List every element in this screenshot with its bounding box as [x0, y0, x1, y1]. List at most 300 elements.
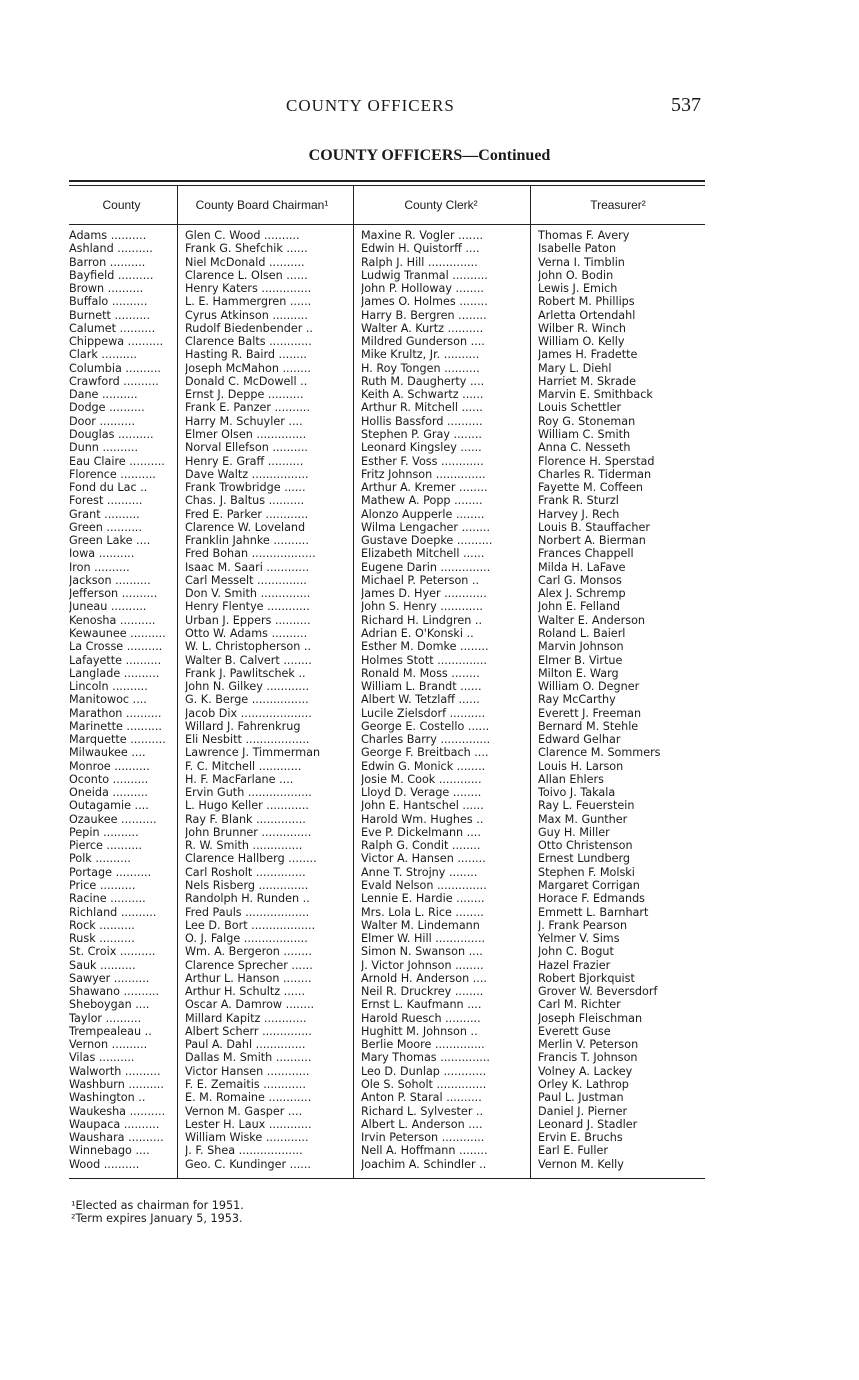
chairman-cell: G. K. Berge ................ [185, 693, 309, 707]
clerk-cell: Ronald M. Moss ........ [361, 666, 480, 680]
table-title-wrap [0, 145, 859, 165]
treasurer-cell: Toivo J. Takala [538, 786, 616, 800]
chairman-cell: Frank G. Shefchik ...... [185, 242, 308, 256]
table-row [69, 959, 705, 972]
county-cell: Eau Claire .......... [69, 454, 165, 468]
county-cell: Sawyer .......... [69, 971, 150, 985]
treasurer-cell: Bernard M. Stehle [538, 719, 639, 733]
treasurer-cell: Alex J. Schremp [538, 587, 626, 601]
table-row [69, 760, 705, 773]
chairman-cell: Urban J. Eppers .......... [185, 613, 311, 627]
treasurer-cell: Leonard J. Stadler [538, 1117, 638, 1131]
chairman-cell: Millard Kapitz ............ [185, 1011, 307, 1025]
clerk-cell: Edwin G. Monick ........ [361, 759, 486, 773]
county-cell: Rock .......... [69, 918, 135, 932]
chairman-cell: Henry Flentye ............ [185, 600, 310, 614]
county-cell: Ozaukee .......... [69, 812, 157, 826]
county-cell: Fond du Lac .. [69, 481, 148, 495]
treasurer-cell: Paul L. Justman [538, 1091, 624, 1105]
chairman-cell: F. C. Mitchell ............ [185, 759, 302, 773]
clerk-cell: Hollis Bassford .......... [361, 414, 483, 428]
table-row [69, 441, 705, 454]
table-row [69, 826, 705, 839]
clerk-cell: Arthur A. Kremer ........ [361, 481, 488, 495]
table-row [69, 799, 705, 812]
table-row [69, 680, 705, 693]
chairman-cell: Clarence Hallberg ........ [185, 852, 317, 866]
clerk-cell: Ruth M. Daugherty .... [361, 374, 485, 388]
county-cell: Langlade .......... [69, 666, 160, 680]
clerk-cell: Albert L. Anderson .... [361, 1117, 483, 1131]
treasurer-cell: John C. Bogut [538, 945, 614, 959]
treasurer-cell: Margaret Corrigan [538, 879, 640, 893]
county-cell: Waupaca .......... [69, 1117, 160, 1131]
county-cell: Shawano .......... [69, 985, 160, 999]
chairman-cell: Nels Risberg .............. [185, 879, 309, 893]
chairman-cell: John N. Gilkey ............ [185, 680, 310, 694]
table-row [69, 654, 705, 667]
top-rule-thin [69, 185, 705, 186]
chairman-cell: Randolph H. Runden .. [185, 892, 310, 906]
chairman-cell: Hasting R. Baird ........ [185, 348, 307, 362]
county-cell: Walworth .......... [69, 1064, 161, 1078]
chairman-cell: John Brunner .............. [185, 825, 312, 839]
clerk-cell: Harold Wm. Hughes .. [361, 812, 484, 826]
county-cell: Waushara .......... [69, 1131, 164, 1145]
table-row [69, 627, 705, 640]
table-row [69, 1051, 705, 1064]
table-row [69, 892, 705, 905]
table-row [69, 508, 705, 521]
chairman-cell: Clarence L. Olsen ...... [185, 268, 308, 282]
treasurer-cell: William C. Smith [538, 427, 631, 441]
clerk-cell: Harold Ruesch .......... [361, 1011, 481, 1025]
county-cell: Polk .......... [69, 852, 131, 866]
county-cell: Kenosha .......... [69, 613, 156, 627]
treasurer-cell: Ervin E. Bruchs [538, 1131, 623, 1145]
table-row [69, 932, 705, 945]
county-cell: Clark .......... [69, 348, 137, 362]
chairman-cell: Norval Ellefson .......... [185, 441, 308, 455]
chairman-cell: Joseph McMahon ........ [185, 361, 311, 375]
county-cell: Trempealeau .. [69, 1024, 152, 1038]
county-cell: Green .......... [69, 520, 142, 534]
clerk-cell: George E. Costello ...... [361, 719, 490, 733]
county-cell: Door .......... [69, 414, 136, 428]
chairman-cell: Elmer Olsen .............. [185, 427, 307, 441]
chairman-cell: Ernst J. Deppe .......... [185, 388, 304, 402]
county-cell: Jefferson .......... [69, 587, 158, 601]
table-row [69, 733, 705, 746]
chairman-cell: Chas. J. Baltus .......... [185, 494, 305, 508]
clerk-cell: Lloyd D. Verage ........ [361, 786, 482, 800]
table-row [69, 269, 705, 282]
clerk-cell: Anton P. Staral .......... [361, 1091, 482, 1105]
table-row [69, 707, 705, 720]
chairman-cell: Don V. Smith .............. [185, 587, 311, 601]
chairman-cell: Franklin Jahnke .......... [185, 534, 309, 548]
treasurer-cell: Robert M. Phillips [538, 295, 635, 309]
chairman-cell: Clarence W. Loveland [185, 520, 306, 534]
clerk-cell: Nell A. Hoffmann ........ [361, 1144, 488, 1158]
table-row [69, 600, 705, 613]
clerk-cell: Simon N. Swanson .... [361, 945, 483, 959]
table-row [69, 242, 705, 255]
treasurer-cell: Vernon M. Kelly [538, 1157, 624, 1171]
county-cell: Marathon .......... [69, 706, 162, 720]
header-rule [69, 224, 705, 225]
chairman-cell: Rudolf Biedenbender .. [185, 321, 313, 335]
clerk-cell: Elmer W. Hill .............. [361, 932, 486, 946]
clerk-cell: Maxine R. Vogler ....... [361, 229, 484, 242]
table-row [69, 561, 705, 574]
chairman-cell: Fred E. Parker ............ [185, 507, 309, 521]
county-cell: Manitowoc .... [69, 693, 147, 707]
table-row [69, 468, 705, 481]
clerk-cell: Alonzo Aupperle ........ [361, 507, 485, 521]
chairman-cell: J. F. Shea .................. [185, 1144, 303, 1158]
county-cell: Dodge .......... [69, 401, 145, 415]
table-row [69, 998, 705, 1011]
footnote-1: ¹Elected as chairman for 1951. [71, 1199, 244, 1212]
table-row [69, 494, 705, 507]
county-cell: Douglas .......... [69, 427, 154, 441]
table-title: COUNTY OFFICERS—Continued [308, 147, 551, 164]
county-cell: Juneau .......... [69, 600, 147, 614]
clerk-cell: Walter M. Lindemann [361, 918, 480, 932]
treasurer-cell: William O. Degner [538, 680, 640, 694]
chairman-cell: Fred Bohan .................. [185, 547, 316, 561]
clerk-cell: J. Victor Johnson ........ [361, 958, 484, 972]
treasurer-cell: Charles R. Tiderman [538, 467, 652, 481]
chairman-cell: F. E. Zemaitis ............ [185, 1078, 306, 1091]
clerk-cell: Ludwig Tranmal .......... [361, 268, 488, 282]
page-number: 537 [671, 94, 701, 116]
chairman-cell: Paul A. Dahl .............. [185, 1038, 306, 1052]
table-row [69, 879, 705, 892]
table-row [69, 614, 705, 627]
chairman-cell: Dave Waltz ................ [185, 467, 309, 481]
treasurer-cell: Verna I. Timblin [538, 255, 625, 269]
treasurer-cell: Norbert A. Bierman [538, 534, 646, 548]
table-row [69, 945, 705, 958]
chairman-cell: H. F. MacFarlane .... [185, 772, 294, 786]
treasurer-cell: Volney A. Lackey [538, 1064, 633, 1078]
chairman-cell: Wm. A. Bergeron ........ [185, 945, 312, 959]
table-row [69, 534, 705, 547]
table-row [69, 640, 705, 653]
county-cell: Burnett .......... [69, 308, 151, 322]
clerk-cell: Edwin H. Quistorff .... [361, 242, 480, 256]
clerk-cell: Adrian E. O'Konski .. [361, 626, 474, 640]
clerk-cell: Harry B. Bergren ........ [361, 308, 487, 322]
bottom-rule [69, 1178, 705, 1179]
county-cell: Monroe .......... [69, 759, 150, 773]
county-cell: Forest .......... [69, 494, 143, 508]
chairman-cell: Henry E. Graff .......... [185, 454, 304, 468]
table-row [69, 322, 705, 335]
county-cell: Washburn .......... [69, 1078, 164, 1091]
chairman-cell: E. M. Romaine ............ [185, 1091, 312, 1105]
county-cell: Calumet .......... [69, 321, 156, 335]
table-row [69, 919, 705, 932]
county-cell: Wood .......... [69, 1157, 140, 1171]
county-cell: Green Lake .... [69, 534, 151, 548]
table-row [69, 1158, 705, 1171]
table-row [69, 295, 705, 308]
clerk-cell: Albert W. Tetzlaff ...... [361, 693, 480, 707]
table-row [69, 362, 705, 375]
county-cell: Milwaukee .... [69, 746, 146, 760]
table-row [69, 1105, 705, 1118]
clerk-cell: Irvin Peterson ............ [361, 1131, 485, 1145]
table-row [69, 521, 705, 534]
clerk-cell: Fritz Johnson .............. [361, 467, 486, 481]
treasurer-cell: Ray L. Feuerstein [538, 799, 635, 813]
treasurer-cell: Louis Schettler [538, 401, 622, 415]
table-row [69, 587, 705, 600]
treasurer-cell: Emmett L. Barnhart [538, 905, 649, 919]
treasurer-cell: Carl M. Richter [538, 998, 621, 1012]
chairman-cell: Cyrus Atkinson .......... [185, 308, 308, 322]
column-header-county: County [102, 198, 141, 212]
chairman-cell: W. L. Christopherson .. [185, 640, 312, 654]
treasurer-cell: Louis B. Stauffacher [538, 520, 650, 534]
county-cell: Waukesha .......... [69, 1104, 166, 1118]
chairman-cell: Ervin Guth .................. [185, 786, 312, 800]
clerk-cell: Evald Nelson .............. [361, 879, 487, 893]
chairman-cell: Fred Pauls .................. [185, 905, 310, 919]
treasurer-cell: Edward Gelhar [538, 733, 621, 747]
chairman-cell: Walter B. Calvert ........ [185, 653, 312, 667]
table-row [69, 415, 705, 428]
county-cell: Bayfield .......... [69, 268, 154, 282]
table-row [69, 256, 705, 269]
treasurer-cell: Ray McCarthy [538, 693, 616, 707]
treasurer-cell: Max M. Gunther [538, 812, 628, 826]
chairman-cell: Jacob Dix .................... [185, 706, 312, 720]
treasurer-cell: Fayette M. Coffeen [538, 481, 643, 495]
treasurer-cell: Isabelle Paton [538, 242, 617, 256]
chairman-cell: Carl Rosholt .............. [185, 865, 306, 879]
chairman-cell: Frank J. Pawlitschek .. [185, 666, 306, 680]
county-cell: Pierce .......... [69, 839, 142, 853]
clerk-cell: Ralph G. Condit ........ [361, 839, 481, 853]
clerk-cell: Mildred Gunderson .... [361, 335, 485, 349]
table-row [69, 1012, 705, 1025]
clerk-cell: Esther F. Voss ............ [361, 454, 484, 468]
table-row [69, 1025, 705, 1038]
clerk-cell: Eve P. Dickelmann .... [361, 825, 481, 839]
county-cell: Washington .. [69, 1091, 146, 1105]
chairman-cell: Harry M. Schuyler .... [185, 414, 303, 428]
treasurer-cell: Joseph Fleischman [538, 1011, 643, 1025]
county-cell: Vernon .......... [69, 1038, 148, 1052]
chairman-cell: Carl Messelt .............. [185, 573, 307, 587]
treasurer-cell: Frances Chappell [538, 547, 634, 561]
county-cell: Kewaunee .......... [69, 626, 166, 640]
clerk-cell: Ralph J. Hill .............. [361, 255, 478, 269]
county-cell: Portage .......... [69, 865, 152, 879]
table-row [69, 229, 705, 242]
clerk-cell: Stephen P. Gray ........ [361, 427, 482, 441]
table-row [69, 813, 705, 826]
treasurer-cell: J. Frank Pearson [538, 918, 628, 932]
chairman-cell: Frank E. Panzer .......... [185, 401, 311, 415]
clerk-cell: Holmes Stott .............. [361, 653, 487, 667]
treasurer-cell: Earl E. Fuller [538, 1144, 608, 1158]
chairman-cell: L. Hugo Keller ............ [185, 799, 309, 813]
county-cell: Lafayette .......... [69, 653, 162, 667]
treasurer-cell: Otto Christenson [538, 839, 633, 853]
clerk-cell: James D. Hyer ............ [361, 587, 487, 601]
treasurer-cell: William O. Kelly [538, 335, 625, 349]
officers-table-body [69, 229, 705, 1171]
clerk-cell: John S. Henry ............ [361, 600, 483, 614]
clerk-cell: H. Roy Tongen .......... [361, 361, 480, 375]
county-cell: Grant .......... [69, 507, 140, 521]
table-row [69, 348, 705, 361]
treasurer-cell: Merlin V. Peterson [538, 1038, 639, 1052]
county-cell: Lincoln .......... [69, 680, 148, 694]
county-cell: Ashland .......... [69, 242, 153, 256]
clerk-cell: Hughitt M. Johnson .. [361, 1024, 478, 1038]
table-row [69, 401, 705, 414]
chairman-cell: Clarence Balts ............ [185, 335, 312, 349]
treasurer-cell: Everett J. Freeman [538, 706, 642, 720]
top-rule-thick [69, 180, 705, 182]
chairman-cell: Clarence Sprecher ...... [185, 958, 313, 972]
clerk-cell: Anne T. Strojny ........ [361, 865, 478, 879]
table-row [69, 866, 705, 879]
chairman-cell: Henry Katers .............. [185, 282, 312, 296]
treasurer-cell: Arletta Ortendahl [538, 308, 636, 322]
chairman-cell: Lawrence J. Timmerman [185, 746, 321, 760]
treasurer-cell: Allan Ehlers [538, 772, 604, 786]
county-cell: Crawford .......... [69, 374, 159, 388]
treasurer-cell: Clarence M. Sommers [538, 746, 661, 760]
table-row [69, 720, 705, 733]
column-header-clerk: County Clerk² [404, 198, 478, 212]
chairman-cell: Ray F. Blank .............. [185, 812, 306, 826]
table-row [69, 839, 705, 852]
treasurer-cell: Harriet M. Skrade [538, 374, 636, 388]
chairman-cell: L. E. Hammergren ...... [185, 295, 312, 309]
treasurer-cell: John E. Felland [538, 600, 621, 614]
clerk-cell: Leo D. Dunlap ............ [361, 1064, 487, 1078]
table-row [69, 786, 705, 799]
clerk-cell: William L. Brandt ...... [361, 680, 482, 694]
running-head [0, 96, 859, 122]
treasurer-cell: Milda H. LaFave [538, 560, 626, 574]
chairman-cell: Otto W. Adams .......... [185, 626, 308, 640]
county-cell: Outagamie .... [69, 799, 149, 813]
table-row [69, 1144, 705, 1157]
county-cell: Richland .......... [69, 905, 157, 919]
chairman-cell: R. W. Smith .............. [185, 839, 303, 853]
table-row [69, 985, 705, 998]
county-cell: Taylor .......... [69, 1011, 142, 1025]
county-cell: Rusk .......... [69, 932, 135, 946]
chairman-cell: Niel McDonald .......... [185, 255, 305, 269]
treasurer-cell: Roland L. Baierl [538, 626, 626, 640]
clerk-cell: Mary Thomas .............. [361, 1051, 490, 1065]
treasurer-cell: Mary L. Diehl [538, 361, 612, 375]
table-row [69, 388, 705, 401]
treasurer-cell: Grover W. Beversdorf [538, 985, 658, 999]
chairman-cell: Vernon M. Gasper .... [185, 1104, 303, 1118]
clerk-cell: Gustave Doepke .......... [361, 534, 493, 548]
clerk-cell: George F. Breitbach .... [361, 746, 489, 760]
treasurer-cell: Anna C. Nesseth [538, 441, 631, 455]
chairman-cell: Dallas M. Smith .......... [185, 1051, 312, 1065]
treasurer-cell: Stephen F. Molski [538, 865, 635, 879]
treasurer-cell: Thomas F. Avery [538, 229, 630, 242]
table-row [69, 282, 705, 295]
county-cell: Dane .......... [69, 388, 138, 402]
county-cell: Florence .......... [69, 467, 156, 481]
treasurer-cell: Florence H. Sperstad [538, 454, 655, 468]
county-cell: Vilas .......... [69, 1051, 135, 1065]
clerk-cell: Berlie Moore .............. [361, 1038, 485, 1052]
table-row [69, 693, 705, 706]
treasurer-cell: Lewis J. Emich [538, 282, 618, 296]
treasurer-cell: Frank R. Sturzl [538, 494, 619, 508]
chairman-cell: Arthur L. Hanson ........ [185, 971, 312, 985]
treasurer-cell: James H. Fradette [538, 348, 638, 362]
treasurer-cell: Marvin Johnson [538, 640, 624, 654]
clerk-cell: Lucile Zielsdorf .......... [361, 706, 486, 720]
chairman-cell: Glen C. Wood .......... [185, 229, 300, 242]
clerk-cell: Michael P. Peterson .. [361, 573, 480, 587]
chairman-cell: Lee D. Bort .................. [185, 918, 316, 932]
county-cell: Dunn .......... [69, 441, 139, 455]
table-row [69, 972, 705, 985]
table-row [69, 1131, 705, 1144]
treasurer-cell: Marvin E. Smithback [538, 388, 653, 402]
county-cell: Racine .......... [69, 892, 146, 906]
county-cell: Iron .......... [69, 560, 130, 574]
county-cell: Price .......... [69, 879, 136, 893]
chairman-cell: O. J. Falge .................. [185, 932, 308, 946]
clerk-cell: Leonard Kingsley ...... [361, 441, 482, 455]
chairman-cell: Victor Hansen ............ [185, 1064, 310, 1078]
county-cell: Sauk .......... [69, 958, 136, 972]
chairman-cell: Willard J. Fahrenkrug [185, 719, 301, 733]
county-cell: St. Croix .......... [69, 945, 156, 959]
clerk-cell: Mathew A. Popp ........ [361, 494, 483, 508]
chairman-cell: Donald C. McDowell .. [185, 374, 308, 388]
clerk-cell: Joachim A. Schindler .. [361, 1157, 487, 1171]
treasurer-cell: Yelmer V. Sims [538, 932, 620, 946]
treasurer-cell: Ernest Lundberg [538, 852, 631, 866]
clerk-cell: John E. Hantschel ...... [361, 799, 484, 813]
county-cell: Brown .......... [69, 282, 144, 296]
table-row [69, 1118, 705, 1131]
table-row [69, 906, 705, 919]
county-cell: La Crosse .......... [69, 640, 163, 654]
clerk-cell: Walter A. Kurtz .......... [361, 321, 484, 335]
treasurer-cell: Roy G. Stoneman [538, 414, 636, 428]
clerk-cell: Neil R. Druckrey ........ [361, 985, 484, 999]
table-row [69, 667, 705, 680]
county-cell: Sheboygan .... [69, 998, 150, 1012]
table-row [69, 375, 705, 388]
table-row [69, 1091, 705, 1104]
chairman-cell: William Wiske ............ [185, 1131, 309, 1145]
treasurer-cell: Guy H. Miller [538, 825, 610, 839]
county-cell: Chippewa .......... [69, 335, 164, 349]
